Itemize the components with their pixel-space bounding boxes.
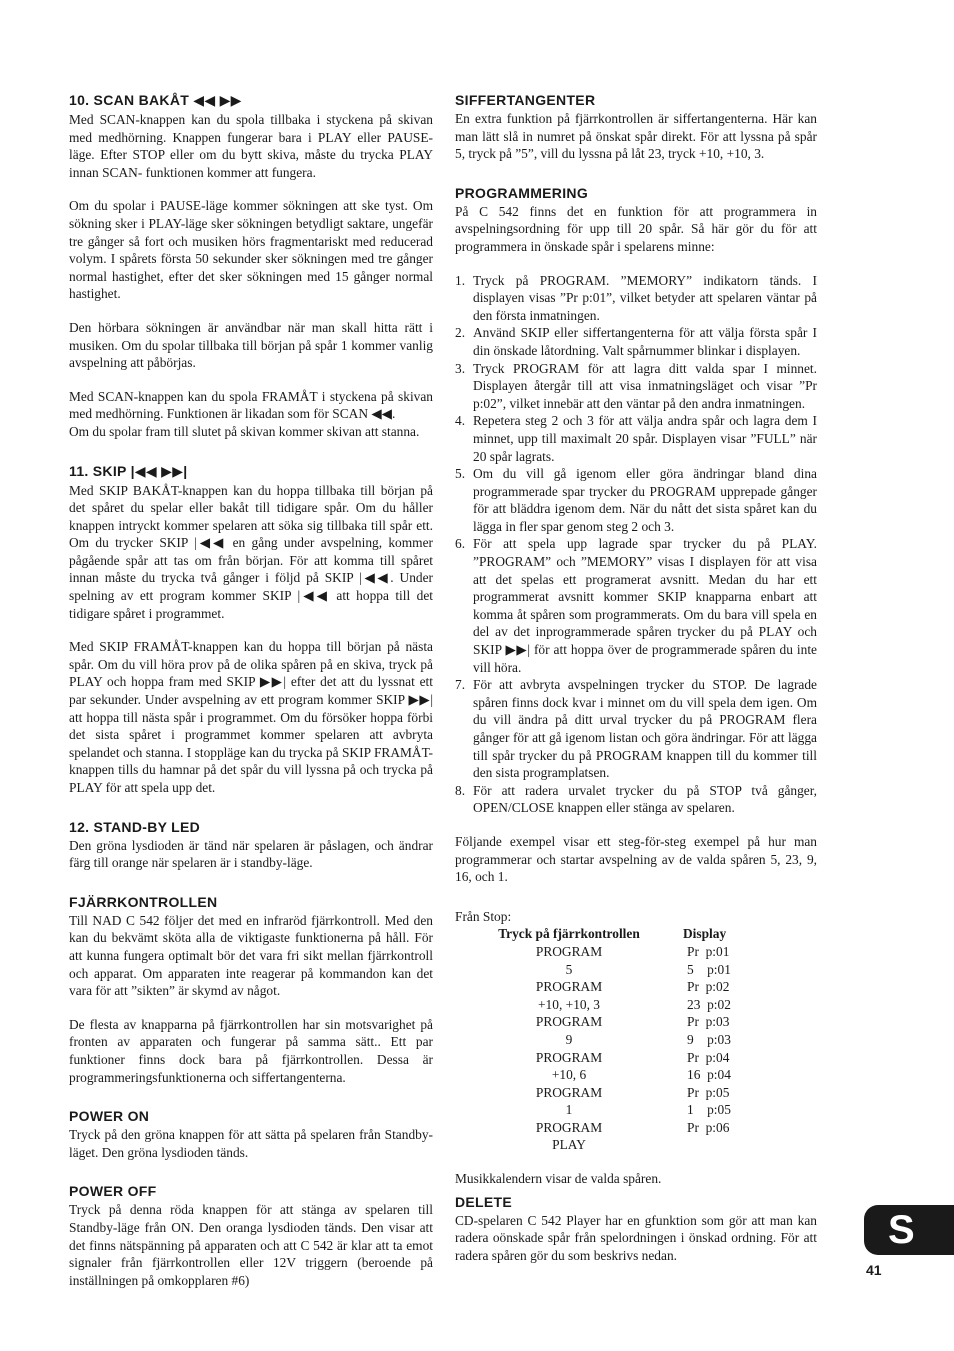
table-row — [455, 1084, 731, 1102]
table-header-display: Display — [683, 926, 727, 942]
table-cell-remote: 1 — [565, 1102, 573, 1118]
table-cell-remote: 9 — [565, 1031, 573, 1047]
table-cell-display: 1 p:05 — [687, 1102, 731, 1118]
paragraph: CD-spelaren C 542 Player har en gfunktion som gör att man kan radera oönskade spår från spelordningen i önskad ordning. För att radera spåren gör du som beskrivs nedan. — [455, 1212, 817, 1263]
list-item-number: 4. — [455, 413, 466, 429]
table-cell-remote: PROGRAM — [535, 1049, 603, 1065]
list-item-number: 5. — [455, 466, 466, 482]
list-item-text: Tryck på PROGRAM. ”MEMORY” indikatorn tänds. I displayen visas ”Pr p:01”, vilket betyder att spelaren väntar på den första inmatningen. — [473, 272, 817, 323]
paragraph: Musikkalendern visar de valda spåren. — [455, 1171, 662, 1187]
section-title-standby: 12. STAND-BY LED — [69, 818, 201, 835]
list-item-text: Repetera steg 2 och 3 för att välja andra spår och lagra dem I minnet, upp till maximalt 20 spår. Displayen visar ”FULL” när 20 spår lagrats. — [473, 413, 817, 464]
table-row — [455, 1119, 731, 1137]
table-row — [455, 1013, 731, 1031]
table-cell-remote: 5 — [565, 961, 573, 977]
section-title-scan: 10. SCAN BAKÅT ◀◀ ▶▶ — [69, 92, 242, 108]
list-item-text: För att radera urvalet trycker du på STOP två gånger, OPEN/CLOSE knappen eller stänga av spelaren. — [473, 782, 817, 816]
list-item — [455, 412, 817, 465]
table-cell-remote: +10, +10, 3 — [538, 996, 600, 1012]
paragraph: Tryck på denna röda knappen för att stänga av spelaren till Standby-läge från ON. Den oranga lysdioden tänds. Den visar att det finns nätspänning på apparaten och att C 542 är klar att ta emot signaler från fjärrkontrollen eller 12V triggern (beroende på inställningen på omkopplaren #6) — [69, 1202, 433, 1288]
paragraph: Tryck på den gröna knappen för att sätta på spelaren från Standby-läget. Den gröna lysdioden tänds. — [69, 1127, 433, 1160]
table-row — [455, 1031, 731, 1049]
table-cell-remote: PLAY — [552, 1137, 586, 1153]
section-title-power-on: POWER ON — [69, 1108, 150, 1125]
list-item — [455, 324, 817, 359]
paragraph: Med SCAN-knappen kan du spola tillbaka i styckena på skivan med medhörning. Knappen fungerar bara i PLAY eller PAUSE-läge. Efter STOP eller om du bytt skiva, måste du trycka PLAY innan SCAN- funktionen kommer att fungera. — [69, 112, 433, 180]
table-cell-display: 9 p:03 — [687, 1031, 731, 1047]
list-item — [455, 360, 817, 413]
table-row — [455, 943, 731, 961]
list-item-text: Använd SKIP eller siffertangenterna för att välja första spår I din önskade låtordning. Valt spårnummer blinkar i displayen. — [473, 325, 817, 358]
table-row — [455, 1066, 731, 1084]
paragraph: De flesta av knapparna på fjärrkontrollen har sin motsvarighet på fronten av apparaten och fungerar på samma sätt.. Ett par funktioner finns dock bara på fjärrkontrollen. Dessa är programmeringsfunktionerna och siffertangenterna. — [69, 1016, 433, 1085]
paragraph: En extra funktion på fjärrkontrollen är siffertangenterna. Här kan man lätt slå in numret på önskat spår direkt. För att lyssna på spår 5, tryck på ”5”, vill du lyssna på låt 23, tryck +10, +10, 3. — [455, 111, 817, 162]
table-row — [455, 1136, 731, 1154]
paragraph: Om du spolar i PAUSE-läge kommer sökningen att ske tyst. Om sökning sker i PLAY-läge sker sökningen betydligt saktare, ungefär tre gånger så fort och musiken hörs fragmentariskt med reducerad volym. I spårets första 50 sekunder sker sökningen med tre gånger normal hastighet, efter det sker sökningen med 15 gånger normal hastighet. — [69, 198, 433, 302]
table-row — [455, 961, 731, 979]
paragraph: Den gröna lysdioden är tänd när spelaren är påslagen, och ändrar färg till orange när spelaren är i standby-läge. — [69, 837, 433, 871]
paragraph: Den hörbara sökningen är användbar när man skall hitta rätt i musiken. Om du spolar tillbaka till början på spår 1 kommer vanlig avspelning att påbörjas. — [69, 319, 433, 371]
list-item-text: Om du vill gå igenom eller göra ändringar bland dina programmerade spar trycker du PROGRAM upprepade gånger för att bläddra igenom dem. När du nått det sista spåret kan du lägga in fler spar genom steg 2 och 3. — [473, 466, 817, 534]
paragraph: Om du spolar fram till slutet på skivan kommer skivan att stanna. — [69, 423, 420, 439]
paragraph: Följande exempel visar ett steg-för-steg exempel på hur man programmerar och startar avspelning av de valda spåren 5, 23, 9, 16, och 1. — [455, 833, 817, 885]
table-cell-remote: PROGRAM — [535, 1119, 603, 1135]
table-cell-display: Pr p:01 — [687, 943, 730, 959]
list-item — [455, 782, 817, 817]
paragraph: Med SCAN-knappen kan du spola FRAMÅT i styckena på skivan med medhörning. Funktionen är likadan som för SCAN ◀◀. — [69, 388, 433, 422]
list-item-number: 2. — [455, 325, 466, 341]
section-title-power-off: POWER OFF — [69, 1183, 157, 1200]
list-item-number: 6. — [455, 536, 466, 552]
table-row — [455, 978, 731, 996]
programming-steps — [455, 272, 817, 817]
table-cell-display: 5 p:01 — [687, 961, 731, 977]
list-item — [455, 676, 817, 782]
right-column — [455, 92, 817, 1264]
list-item — [455, 465, 817, 535]
page-number: 41 — [866, 1262, 882, 1278]
section-title-programming: PROGRAMMERING — [455, 184, 589, 201]
table-row — [455, 996, 731, 1014]
table-cell-display — [683, 1136, 731, 1154]
table-cell-display: Pr p:05 — [687, 1084, 730, 1100]
section-title-skip: 11. SKIP |◀◀ ▶▶| — [69, 462, 188, 479]
list-item-text: För att spela upp lagrade spar trycker du på PLAY. ”PROGRAM” och ”MEMORY” visas I displayen för att visa att det spelas ett programerat avsnitt. Medan du har ett programmerat avsnitt kommer SKIP knapparna enbart att komma åt spåren som programmerats. Om du bara vill spela en del av det inprogrammerade spåren trycker du på PLAY och SKIP ▶▶| för att hoppa över de programmerade spåren du inte vill höra. — [473, 536, 817, 675]
paragraph: Med SKIP FRAMÅT-knappen kan du hoppa till början på nästa spår. Om du vill höra prov på de olika spåren på en skiva, tryck på PLAY och hoppa fram med SKIP ▶▶| efter det att du lyssnat ett par sekunder. Under avspelning av ett program kommer SKIP ▶▶| att hoppa till nästa spår i programmet. Om du försöker hoppa förbi det sista spåret i programmet kommer spelaren att avbryta spelandet och stanna. I stoppläge kan du trycka på SKIP FRAMÅT-knappen tills du hamnar på det spår du vill lyssna på och trycka på PLAY för att spela upp det. — [69, 639, 433, 795]
section-title-delete: DELETE — [455, 1193, 513, 1210]
paragraph: På C 542 finns det en funktion för att programmera in avspelningsordning för upp till 20 spår. Så här gör du för att programmera in önskade spår i spelarens minne: — [455, 203, 817, 254]
list-item-number: 1. — [455, 272, 466, 288]
list-item-text: Tryck PROGRAM för att lagra ditt valda spar I minnet. Displayen återgår till att visa inmatningsläget och visar ”Pr p:02”, vilket innebär att den väntar på den andra inmatningen. — [473, 360, 817, 411]
table-cell-remote: PROGRAM — [535, 943, 603, 959]
table-cell-display: Pr p:04 — [687, 1049, 730, 1065]
list-item-number: 3. — [455, 360, 466, 376]
table-cell-remote: +10, 6 — [551, 1067, 587, 1083]
table-cell-remote: PROGRAM — [535, 1084, 603, 1100]
language-badge: S — [864, 1205, 954, 1255]
table-cell-remote: PROGRAM — [535, 979, 603, 995]
list-item-number: 7. — [455, 677, 466, 693]
table-cell-display: Pr p:03 — [687, 1014, 730, 1030]
paragraph: Till NAD C 542 följer det med en infraröd fjärrkontroll. Med den kan du bekvämt sköta alla de viktigaste funktionerna på håll. För att kunna fungera optimalt bör det vara fri sikt mellan fjärrkontroll och apparat. Om apparaten inte reagerar på kommandon kan det vara för att ”sikten” är skymd av något. — [69, 912, 433, 999]
list-item-text: För att avbryta avspelningen trycker du STOP. De lagrade spåren finns dock kvar i minnet om du vill spela dem igen. Om du vill ändra på ditt urval trycker du på PROGRAM flera gånger för att gå igenom listan och göra ändringar. För att lägga till spår trycker du på PROGRAM knappen till du kommer till den sista programplatsen. — [473, 677, 817, 781]
table-cell-display: Pr p:06 — [687, 1119, 730, 1135]
list-item — [455, 535, 817, 676]
table-cell-display: Pr p:02 — [687, 979, 730, 995]
table-cell-display: 23 p:02 — [687, 996, 731, 1012]
list-item — [455, 272, 817, 325]
table-header-remote: Tryck på fjärrkontrollen — [498, 926, 640, 942]
table-row — [455, 1049, 731, 1067]
paragraph: Med SKIP BAKÅT-knappen kan du hoppa tillbaka till början på det spåret du spelar eller bakåt till tidigare spår. Om du håller knappen intryckt kommer spelaren att söka sig tillbaka till spår ett. Om du trycker SKIP |◀◀ en gång under avspelning, kommer pågående spår att tas om från början. För att komma till spåret innan måste du trycka två gånger i följd på SKIP |◀◀. Under spelning av ett program kommer SKIP |◀◀ att hoppa till det tidigare spåret i programmet. — [69, 482, 433, 621]
table-cell-display: 16 p:04 — [687, 1067, 731, 1083]
left-column — [69, 92, 433, 1289]
list-item-number: 8. — [455, 782, 466, 798]
section-title-remote: FJÄRRKONTROLLEN — [69, 893, 218, 910]
table-row — [455, 1101, 731, 1119]
from-stop-label: Från Stop: — [455, 908, 512, 924]
table-cell-remote: PROGRAM — [535, 1014, 603, 1030]
example-table — [455, 925, 731, 1154]
section-title-number-keys: SIFFERTANGENTER — [455, 92, 596, 108]
